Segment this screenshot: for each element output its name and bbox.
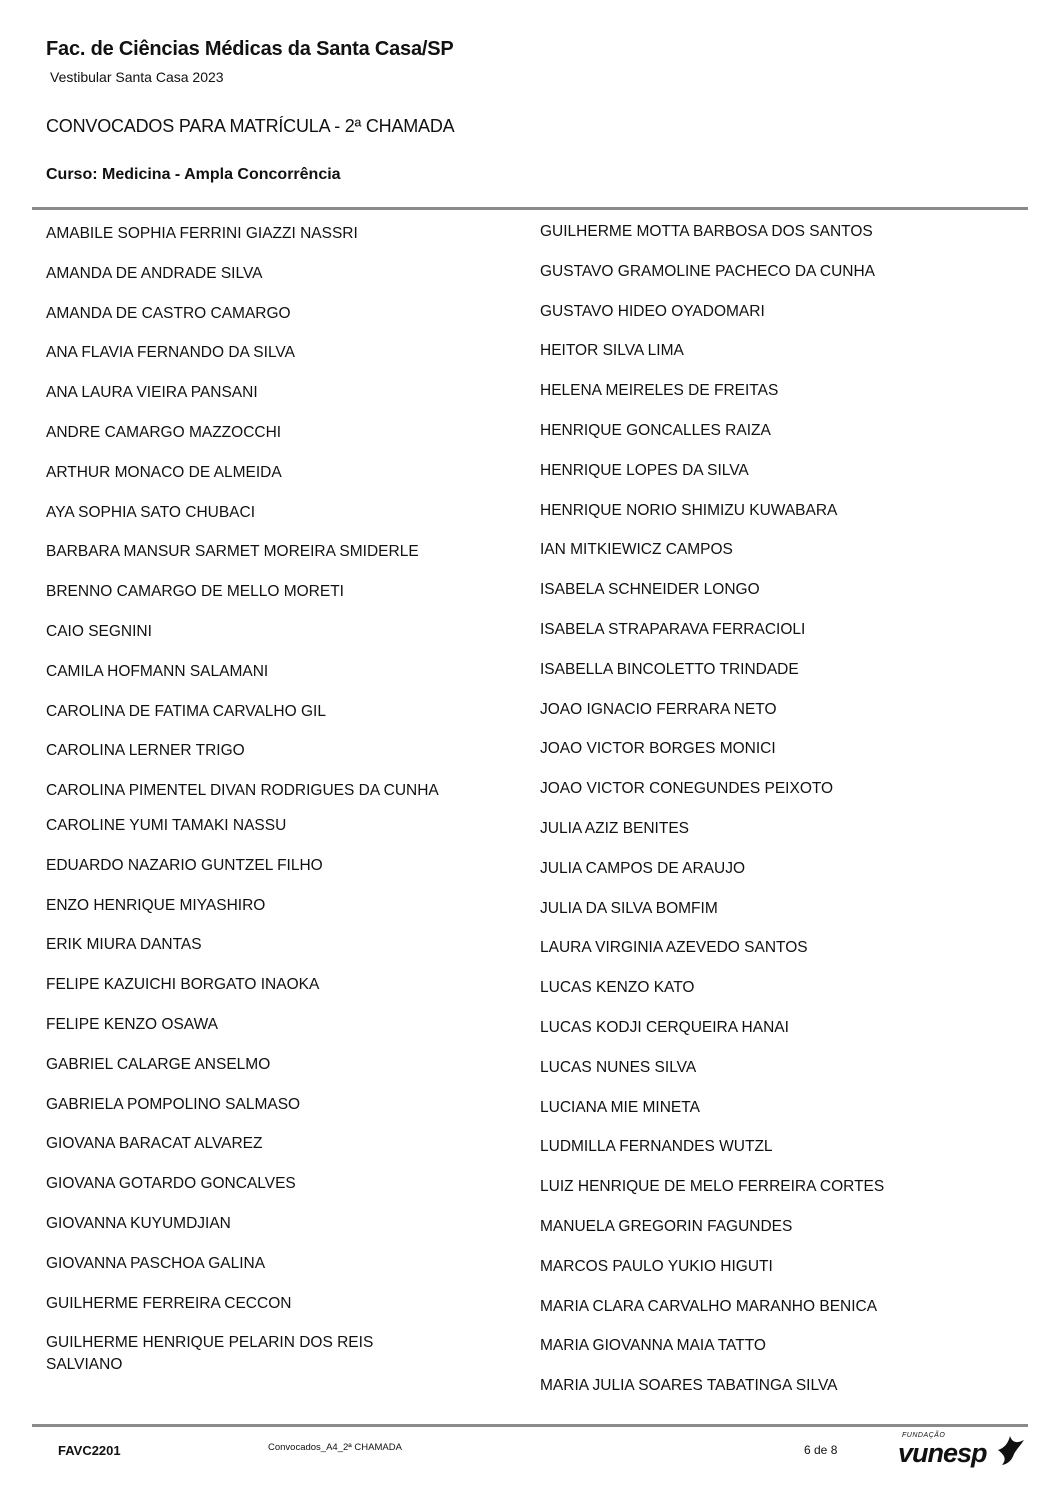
name-list-item: CAROLINA DE FATIMA CARVALHO GIL — [46, 702, 326, 720]
name-list-item: LAURA VIRGINIA AZEVEDO SANTOS — [540, 939, 808, 957]
name-list-item: ENZO HENRIQUE MIYASHIRO — [46, 896, 266, 914]
bird-icon — [996, 1434, 1026, 1466]
name-list-item: ERIK MIURA DANTAS — [46, 936, 202, 954]
name-list-item: GABRIEL CALARGE ANSELMO — [46, 1055, 271, 1073]
name-list-item: ANDRE CAMARGO MAZZOCCHI — [46, 424, 282, 441]
name-list-item: ISABELA STRAPARAVA FERRACIOLI — [540, 621, 806, 638]
name-list-item: MARIA JULIA SOARES TABATINGA SILVA — [540, 1377, 838, 1395]
name-list-item: ARTHUR MONACO DE ALMEIDA — [46, 463, 282, 481]
list-heading: CONVOCADOS PARA MATRÍCULA - 2ª CHAMADA — [46, 116, 455, 136]
name-list-item: GIOVANA GOTARDO GONCALVES — [46, 1175, 296, 1193]
name-list-item: AMABILE SOPHIA FERRINI GIAZZI NASSRI — [46, 225, 358, 242]
exam-subtitle: Vestibular Santa Casa 2023 — [50, 69, 224, 85]
name-list-item: AMANDA DE ANDRADE SILVA — [46, 264, 263, 282]
name-list-item: CAROLINE YUMI TAMAKI NASSU — [46, 817, 287, 834]
name-list-item: LUIZ HENRIQUE DE MELO FERREIRA CORTES — [540, 1178, 885, 1196]
name-list-item: IAN MITKIEWICZ CAMPOS — [540, 541, 733, 559]
name-list-item: LUCAS KENZO KATO — [540, 979, 695, 997]
name-list-item: EDUARDO NAZARIO GUNTZEL FILHO — [46, 856, 323, 874]
name-list-item: ISABELLA BINCOLETTO TRINDADE — [540, 660, 799, 678]
course-label: Curso: Medicina - Ampla Concorrência — [46, 166, 341, 183]
name-list-item: LUCIANA MIE MINETA — [540, 1098, 700, 1116]
name-list-item: CAIO SEGNINI — [46, 623, 152, 640]
name-list-item: JULIA CAMPOS DE ARAUJO — [540, 859, 745, 877]
name-list-item: HENRIQUE NORIO SHIMIZU KUWABARA — [540, 501, 838, 519]
logo-foundation-text: FUNDAÇÃO — [902, 1432, 946, 1439]
name-list-item: JULIA AZIZ BENITES — [540, 820, 690, 837]
name-list-item: JOAO VICTOR CONEGUNDES PEIXOTO — [540, 780, 834, 798]
name-list-item: MARCOS PAULO YUKIO HIGUTI — [540, 1257, 773, 1275]
name-list-item: JOAO IGNACIO FERRARA NETO — [540, 700, 777, 718]
top-divider — [32, 207, 1028, 210]
name-list-item: GIOVANNA PASCHOA GALINA — [46, 1254, 266, 1272]
name-list-item: CAROLINA PIMENTEL DIVAN RODRIGUES DA CUNHA — [46, 782, 439, 800]
name-list-item: LUDMILLA FERNANDES WUTZL — [540, 1138, 773, 1156]
name-list-item: FELIPE KAZUICHI BORGATO INAOKA — [46, 976, 320, 994]
name-list-item: JOAO VICTOR BORGES MONICI — [540, 740, 776, 758]
name-list-item: AMANDA DE CASTRO CAMARGO — [46, 304, 291, 322]
name-list-item: FELIPE KENZO OSAWA — [46, 1016, 218, 1033]
name-list-item: MANUELA GREGORIN FAGUNDES — [540, 1218, 793, 1235]
name-list-item: JULIA DA SILVA BOMFIM — [540, 899, 718, 917]
name-list-item: HELENA MEIRELES DE FREITAS — [540, 382, 779, 400]
name-list-item: HENRIQUE GONCALLES RAIZA — [540, 422, 771, 439]
name-list-item: BARBARA MANSUR SARMET MOREIRA SMIDERLE — [46, 543, 419, 561]
name-list-item: GUILHERME HENRIQUE PELARIN DOS REIS SALVIANO — [46, 1334, 374, 1374]
name-list-item: ANA FLAVIA FERNANDO DA SILVA — [46, 344, 295, 362]
name-list-item: MARIA GIOVANNA MAIA TATTO — [540, 1337, 766, 1355]
name-list-item: HEITOR SILVA LIMA — [540, 342, 684, 360]
name-list-item: GUILHERME FERREIRA CECCON — [46, 1294, 292, 1312]
name-list-item: BRENNO CAMARGO DE MELLO MORETI — [46, 583, 344, 601]
name-list-item: GUSTAVO HIDEO OYADOMARI — [540, 302, 765, 320]
name-list-item: GUILHERME MOTTA BARBOSA DOS SANTOS — [540, 223, 873, 240]
name-list-item: MARIA CLARA CARVALHO MARANHO BENICA — [540, 1297, 878, 1315]
name-list-item: CAROLINA LERNER TRIGO — [46, 742, 245, 760]
name-list-item: LUCAS NUNES SILVA — [540, 1058, 697, 1076]
name-list-item: ISABELA SCHNEIDER LONGO — [540, 581, 760, 599]
name-list-item: ANA LAURA VIEIRA PANSANI — [46, 384, 258, 402]
vunesp-logo — [898, 1432, 1028, 1472]
institution-title: Fac. de Ciências Médicas da Santa Casa/SP — [46, 38, 454, 60]
name-list-item: HENRIQUE LOPES DA SILVA — [540, 461, 749, 479]
name-list-item: CAMILA HOFMANN SALAMANI — [46, 662, 269, 680]
footer-code: FAVC2201 — [58, 1443, 121, 1458]
logo-wordmark: vunesp — [898, 1438, 987, 1468]
footer-page-number: 6 de 8 — [804, 1443, 838, 1457]
footer-filename: Convocados_A4_2ª CHAMADA — [268, 1442, 402, 1453]
name-list-item: GABRIELA POMPOLINO SALMASO — [46, 1095, 301, 1113]
bottom-divider — [32, 1424, 1028, 1427]
name-list-item: GIOVANNA KUYUMDJIAN — [46, 1215, 231, 1232]
name-list-item: GIOVANA BARACAT ALVAREZ — [46, 1135, 263, 1153]
name-list-item: LUCAS KODJI CERQUEIRA HANAI — [540, 1019, 789, 1036]
name-list-item: AYA SOPHIA SATO CHUBACI — [46, 503, 256, 521]
name-list-item: GUSTAVO GRAMOLINE PACHECO DA CUNHA — [540, 262, 876, 280]
